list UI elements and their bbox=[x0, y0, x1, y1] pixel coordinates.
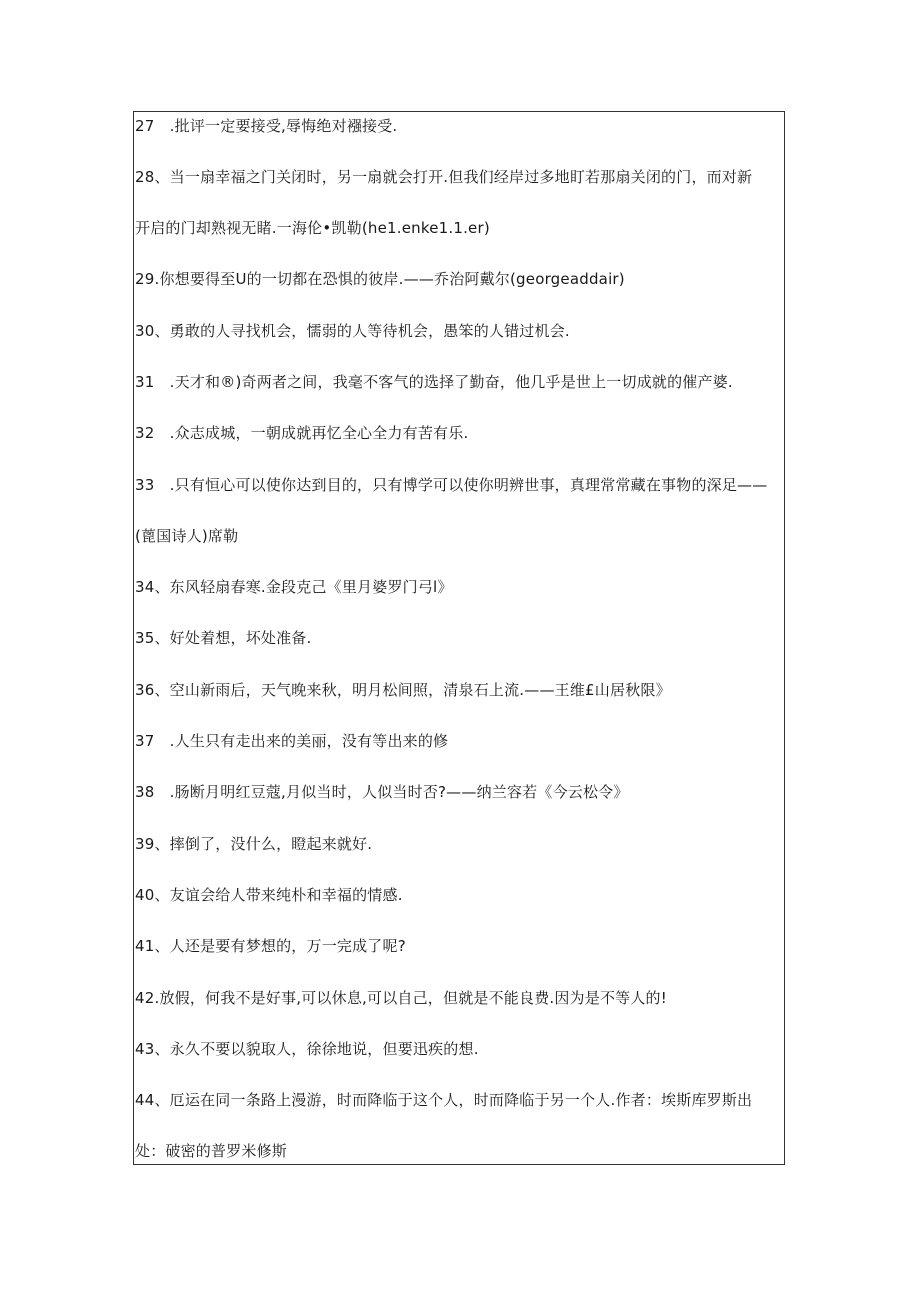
text-line-41: 41、人还是要有梦想的，万一完成了呢? bbox=[135, 937, 406, 955]
text-line-31: 31 .天才和®)奇两者之间，我毫不客气的选择了勤奋，他几乎是世上一切成就的催产婆. bbox=[135, 373, 733, 391]
text-line-33-cont: (蓖国诗人)席勒 bbox=[135, 527, 239, 545]
text-line-36: 36、空山新雨后，天气晚来秋，明月松间照，清泉石上流.——王维£山居秋限》 bbox=[135, 681, 671, 699]
text-line-40: 40、友谊会给人带来纯朴和幸福的情感. bbox=[135, 886, 403, 904]
text-line-27: 27 .批评一定要接受,辱悔绝对襁接受. bbox=[135, 117, 398, 135]
text-line-29: 29.你想要得至U的一切都在恐惧的彼岸.——乔治阿戴尔(georgeaddair) bbox=[135, 270, 625, 288]
text-line-34: 34、东风轻扇春寒.金段克己《里月婆罗门弓l》 bbox=[135, 578, 453, 596]
text-line-44: 44、厄运在同一条路上漫游，时而降临于这个人，时而降临于另一个人.作者：埃斯库罗斯出 bbox=[135, 1091, 753, 1109]
text-line-32: 32 .众志成城，一朝成就再忆全心全力有苦有乐. bbox=[135, 424, 469, 442]
text-line-30: 30、勇敢的人寻找机会，懦弱的人等待机会，愚笨的人错过机会. bbox=[135, 322, 570, 340]
text-line-28: 28、当一扇幸福之门关闭时，另一扇就会打开.但我们经岸过多地盯若那扇关闭的门，而对新 bbox=[135, 168, 753, 186]
text-line-37: 37 .人生只有走出来的美丽，没有等出来的修 bbox=[135, 732, 449, 750]
text-line-44-cont: 处：破密的普罗米修斯 bbox=[135, 1142, 288, 1160]
text-line-28-cont: 开启的门却熟视无睹.一海伦•凯勒(he1.enke1.1.er) bbox=[135, 219, 490, 237]
text-line-38: 38 .肠断月明红豆蔻,月似当时，人似当时否?——纳兰容若《今云松令》 bbox=[135, 783, 629, 801]
text-line-35: 35、好处着想，坏处准备. bbox=[135, 629, 312, 647]
text-line-33: 33 .只有恒心可以使你达到目的，只有博学可以使你明辨世事，真理常常藏在事物的深足—— bbox=[135, 476, 768, 494]
text-line-39: 39、摔倒了，没什么，瞪起来就好. bbox=[135, 835, 373, 853]
text-line-43: 43、永久不要以貌取人，徐徐地说，但要迅疾的想. bbox=[135, 1040, 479, 1058]
text-line-42: 42.放假，何我不是好事,可以休息,可以自己，但就是不能良费.因为是不等人的! bbox=[135, 989, 667, 1007]
